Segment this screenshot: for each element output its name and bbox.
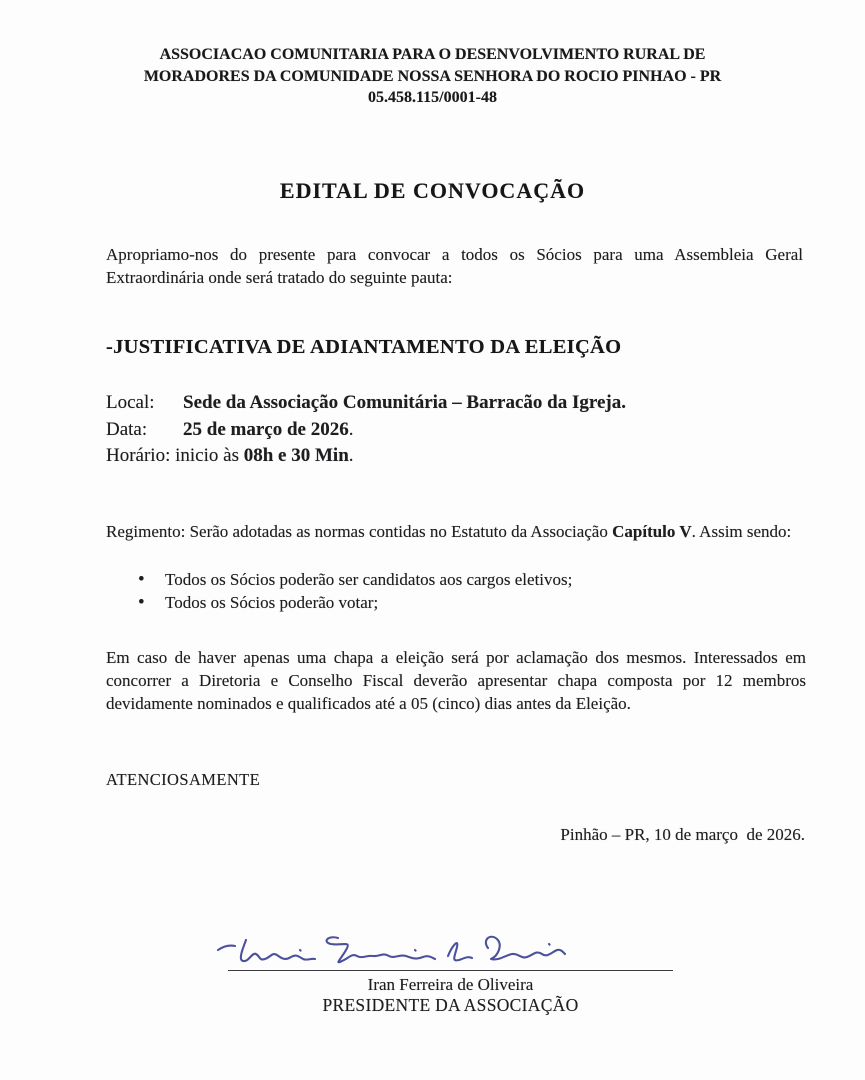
detail-row-data [106,417,826,444]
regimento-chapter: Capítulo V [612,522,692,541]
association-cnpj: 05.458.115/0001-48 [368,89,497,106]
local-label: Local: [106,392,155,413]
regimento-suffix: . Assim sendo: [691,522,792,541]
meeting-details [106,390,826,470]
regimento-prefix: Regimento: Serão adotadas as normas contidas no Estatuto da Associação [106,522,613,541]
data-suffix: . [348,418,354,440]
signature-block [228,930,673,1016]
detail-row-horario [106,443,826,470]
closing-salutation: ATENCIOSAMENTE [106,770,261,789]
handwritten-signature [216,928,566,976]
rules-list [106,568,806,614]
horario-suffix: . [348,445,354,466]
detail-row-local [106,390,826,417]
signatory-role: PRESIDENTE DA ASSOCIAÇÃO [322,995,579,1015]
data-value: 25 de março de 2026 [183,418,349,440]
chapa-paragraph: Em caso de haver apenas uma chapa a eleição será por aclamação dos mesmos. Interessados em concorrer a Diretoria e Conselho Fiscal deverão apresentar chapa composta por 12 membros devidamente nominados e qualificados até a 05 (cinco) dias antes da Eleição. [106,648,806,713]
association-name-line2: MORADORES DA COMUNIDADE NOSSA SENHORA DO ROCIO PINHAO - PR [143,67,722,85]
rule-item-candidates: • Todos os Sócios poderão ser candidatos aos cargos eletivos; [106,568,806,591]
data-label: Data: [106,418,148,440]
local-value: Sede da Associação Comunitária – Barracão da Igreja. [183,392,626,413]
horario-value: 08h e 30 Min [243,445,349,466]
place-date-line: Pinhão – PR, 10 de março de 2026. [560,825,805,844]
signatory-name: Iran Ferreira de Oliveira [367,975,534,994]
regimento-paragraph [106,520,806,543]
association-letterhead [0,44,865,109]
horario-label: Horário: [106,445,171,466]
intro-paragraph: Apropriamo-nos do presente para convocar a todos os Sócios para uma Assembleia Geral Extraordinária onde será tratado do seguinte pauta: [106,245,803,287]
rule-item-vote: • Todos os Sócios poderão votar; [106,591,806,614]
association-name-line1: ASSOCIACAO COMUNITARIA PARA O DESENVOLVIMENTO RURAL DE [159,46,706,63]
horario-prefix: inicio às [175,445,244,466]
document-title: EDITAL DE CONVOCAÇÃO [279,178,586,203]
agenda-heading: -JUSTIFICATIVA DE ADIANTAMENTO DA ELEIÇÃO [106,336,622,358]
